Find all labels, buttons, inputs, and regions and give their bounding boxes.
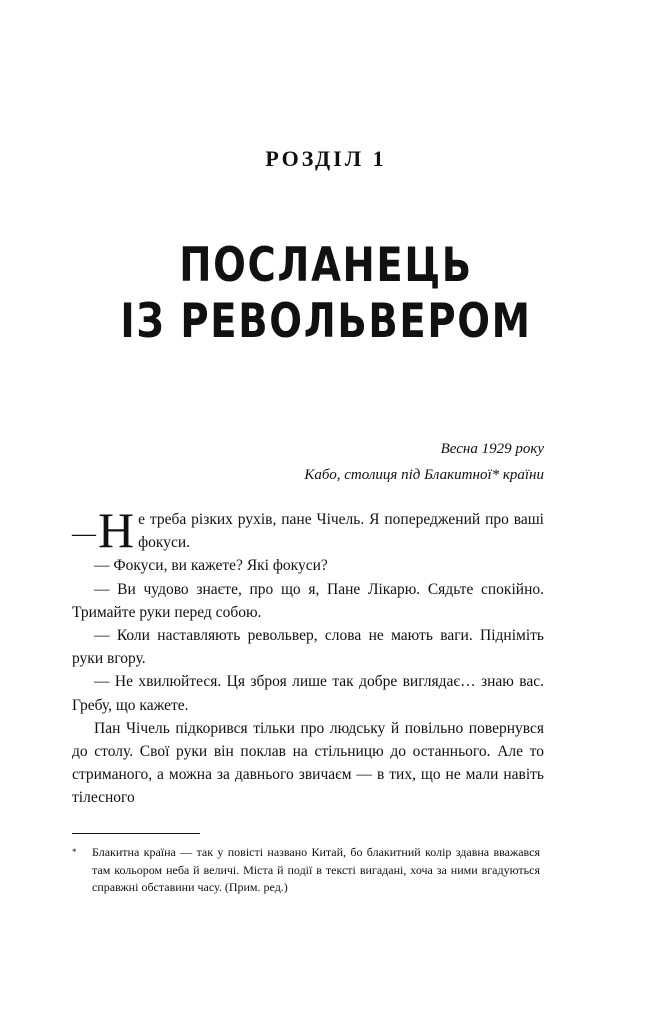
- paragraph-4: — Коли наставляють револьвер, слова не мають ваги. Підніміть руки вгору.: [72, 627, 544, 668]
- footnote: [72, 844, 544, 897]
- body-text: [72, 502, 544, 810]
- paragraph-3: — Ви чудово знаєте, про що я, Пане Лікарю. Сядьте спокійно. Тримайте руки перед собою.: [72, 580, 544, 621]
- chapter-title-line-2: ІЗ РЕВОЛЬВЕРОМ: [120, 294, 532, 349]
- chapter-label: РОЗДІЛ 1: [265, 146, 387, 171]
- paragraph-1-text: е треба різких рухів, пане Чічель. Я попереджений про ваші фокуси.: [138, 511, 544, 552]
- drop-cap-dash: —: [72, 521, 96, 547]
- epigraph: [304, 436, 544, 488]
- footnote-mark: *: [72, 847, 77, 857]
- drop-cap-letter: Н: [98, 502, 135, 558]
- chapter-title: [59, 238, 594, 350]
- chapter-title-line-1: ПОСЛАНЕЦЬ: [179, 238, 473, 293]
- epigraph-line-2: Кабо, столиця під Блакитної* країни: [304, 467, 544, 483]
- paragraph-6: Пан Чічель підкорився тільки про людську й повільно повернувся до столу. Свої руки він поклав на стільницю до останнього. Але то стриманого, а можна за давнього звичаєм — в тих, що не мали навіть тілесного: [72, 719, 544, 807]
- paragraph-2: — Фокуси, ви кажете? Які фокуси?: [94, 557, 328, 575]
- drop-cap: [72, 502, 135, 558]
- epigraph-line-1: Весна 1929 року: [440, 441, 544, 457]
- paragraph-5: — Не хвилюйтеся. Ця зброя лише так добре виглядає… знаю вас. Гребу, що кажете.: [72, 673, 544, 714]
- footnote-divider: [72, 833, 200, 834]
- paragraph-1: [72, 502, 544, 558]
- footnote-text: Блакитна країна — так у повісті названо Китай, бо блакитний колір здавна вважався там кольором неба й величі. Міста й події в тексті вигадані, хоча за ними вгадуються справжні обставини часу. (Прим. ред.): [92, 845, 540, 894]
